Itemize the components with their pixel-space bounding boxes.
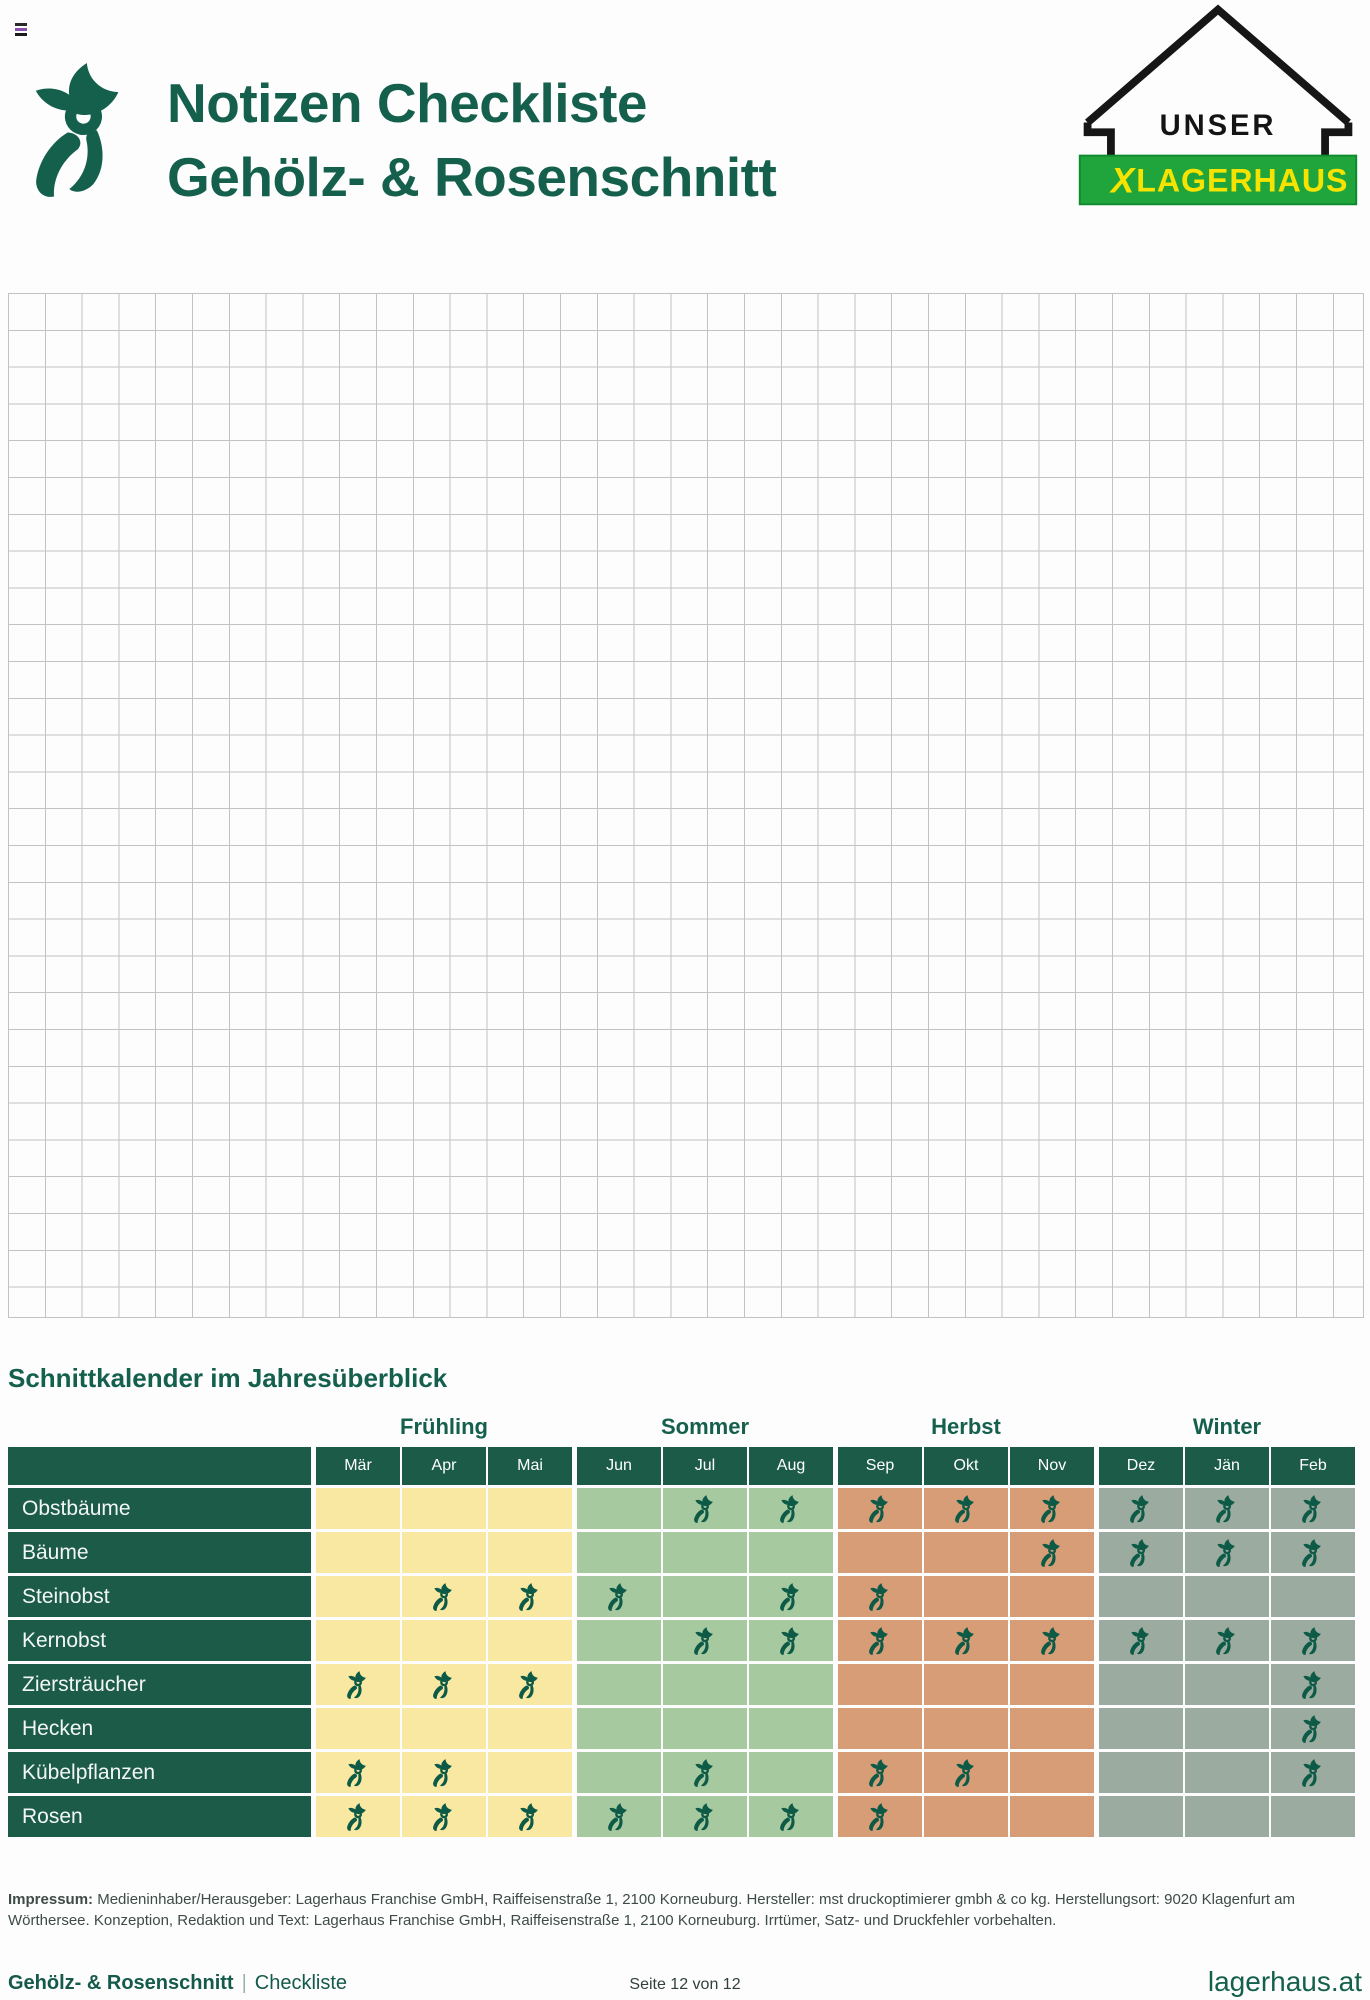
- cell-steinobst-jun: [577, 1576, 661, 1617]
- cell-kernobst-sep: [838, 1620, 922, 1661]
- row-label: Ziersträucher: [8, 1664, 311, 1705]
- month-header-group-sommer: [577, 1447, 833, 1485]
- pruning-shears-icon: [1211, 1493, 1243, 1525]
- pruning-shears-icon: [864, 1757, 896, 1789]
- month-header-sep: Sep: [838, 1447, 922, 1485]
- pruning-shears-icon: [689, 1801, 721, 1833]
- season-group-winter: [1099, 1620, 1355, 1661]
- cell-kübelpflanzen-okt: [924, 1752, 1008, 1793]
- season-group-herbst: [838, 1796, 1094, 1837]
- pruning-shears-icon: [514, 1801, 546, 1833]
- season-group-sommer: [577, 1664, 833, 1705]
- pruning-shears-icon: [864, 1493, 896, 1525]
- cell-hecken-mai: [488, 1708, 572, 1749]
- cell-kübelpflanzen-nov: [1010, 1752, 1094, 1793]
- cell-hecken-jul: [663, 1708, 747, 1749]
- pruning-shears-icon: [428, 1581, 460, 1613]
- cell-bäume-aug: [749, 1532, 833, 1573]
- cell-steinobst-dez: [1099, 1576, 1183, 1617]
- cell-bäume-sep: [838, 1532, 922, 1573]
- cell-rosen-jän: [1185, 1796, 1269, 1837]
- calendar-row-obstbäume: [8, 1488, 1355, 1529]
- cell-kernobst-apr: [402, 1620, 486, 1661]
- cell-rosen-jun: [577, 1796, 661, 1837]
- season-group-winter: [1099, 1488, 1355, 1529]
- row-label: Bäume: [8, 1532, 311, 1573]
- page-title-line2: Gehölz- & Rosenschnitt: [167, 146, 777, 208]
- cell-hecken-okt: [924, 1708, 1008, 1749]
- cell-obstbäume-feb: [1271, 1488, 1355, 1529]
- logo-unser-text: UNSER: [1159, 110, 1277, 143]
- cell-steinobst-apr: [402, 1576, 486, 1617]
- cell-hecken-mär: [316, 1708, 400, 1749]
- cell-kernobst-feb: [1271, 1620, 1355, 1661]
- season-group-frühling: [316, 1796, 572, 1837]
- pruning-shears-icon: [1297, 1493, 1329, 1525]
- month-header-apr: Apr: [402, 1447, 486, 1485]
- season-labels: [316, 1414, 1355, 1440]
- month-header-okt: Okt: [924, 1447, 1008, 1485]
- cell-ziersträucher-jän: [1185, 1664, 1269, 1705]
- pruning-shears-icon: [342, 1669, 374, 1701]
- pruning-shears-icon: [1125, 1493, 1157, 1525]
- season-group-herbst: [838, 1708, 1094, 1749]
- season-group-sommer: [577, 1532, 833, 1573]
- calendar-row-bäume: [8, 1532, 1355, 1573]
- pruning-shears-icon: [1211, 1625, 1243, 1657]
- cell-rosen-jul: [663, 1796, 747, 1837]
- season-group-herbst: [838, 1752, 1094, 1793]
- month-header-nov: Nov: [1010, 1447, 1094, 1485]
- cell-ziersträucher-sep: [838, 1664, 922, 1705]
- cell-steinobst-sep: [838, 1576, 922, 1617]
- pruning-shears-icon: [864, 1625, 896, 1657]
- season-group-herbst: [838, 1488, 1094, 1529]
- pruning-calendar-table: [8, 1447, 1355, 1840]
- cell-obstbäume-jul: [663, 1488, 747, 1529]
- pruning-shears-icon: [864, 1581, 896, 1613]
- cell-kübelpflanzen-dez: [1099, 1752, 1183, 1793]
- impressum-text: Medieninhaber/Herausgeber: Lagerhaus Franchise GmbH, Raiffeisenstraße 1, 2100 Korneuburg. Hersteller: mst druckoptimierer gmbh & co kg. Herstellungsort: 9020 Klagenfurt am Wörthersee. Konzeption, Redaktion und Text: Lagerhaus Franchise GmbH, Raiffeisenstraße 1, 2100 Korneuburg. Irrtümer, Satz- und Druckfehler vorbehalten.: [8, 1891, 1296, 1929]
- month-header-jul: Jul: [663, 1447, 747, 1485]
- cell-hecken-nov: [1010, 1708, 1094, 1749]
- pruning-shears-icon: [342, 1757, 374, 1789]
- cell-obstbäume-apr: [402, 1488, 486, 1529]
- cell-kübelpflanzen-jän: [1185, 1752, 1269, 1793]
- cell-rosen-dez: [1099, 1796, 1183, 1837]
- month-header-group-winter: [1099, 1447, 1355, 1485]
- cell-steinobst-mai: [488, 1576, 572, 1617]
- cell-bäume-mär: [316, 1532, 400, 1573]
- house-roof-outline: [1088, 10, 1349, 123]
- pruning-shears-icon: [1297, 1713, 1329, 1745]
- cell-ziersträucher-dez: [1099, 1664, 1183, 1705]
- cell-bäume-nov: [1010, 1532, 1094, 1573]
- season-group-frühling: [316, 1532, 572, 1573]
- cell-obstbäume-aug: [749, 1488, 833, 1529]
- cell-rosen-feb: [1271, 1796, 1355, 1837]
- cell-obstbäume-okt: [924, 1488, 1008, 1529]
- pruning-shears-icon: [689, 1625, 721, 1657]
- month-header-aug: Aug: [749, 1447, 833, 1485]
- pruning-shears-icon: [514, 1581, 546, 1613]
- cell-ziersträucher-okt: [924, 1664, 1008, 1705]
- cell-ziersträucher-jul: [663, 1664, 747, 1705]
- cell-steinobst-jul: [663, 1576, 747, 1617]
- cell-hecken-jun: [577, 1708, 661, 1749]
- cell-obstbäume-jun: [577, 1488, 661, 1529]
- calendar-month-header-row: [8, 1447, 1355, 1485]
- calendar-row-steinobst: [8, 1576, 1355, 1617]
- month-header-jun: Jun: [577, 1447, 661, 1485]
- pruning-shears-icon: [775, 1801, 807, 1833]
- season-label-winter: Winter: [1192, 1414, 1262, 1439]
- cell-kübelpflanzen-sep: [838, 1752, 922, 1793]
- season-group-frühling: [316, 1752, 572, 1793]
- website-link[interactable]: lagerhaus.at: [1207, 1966, 1362, 1997]
- season-group-herbst: [838, 1620, 1094, 1661]
- cell-ziersträucher-jun: [577, 1664, 661, 1705]
- cell-kernobst-jun: [577, 1620, 661, 1661]
- cell-obstbäume-sep: [838, 1488, 922, 1529]
- cell-rosen-aug: [749, 1796, 833, 1837]
- cell-obstbäume-jän: [1185, 1488, 1269, 1529]
- cell-steinobst-nov: [1010, 1576, 1094, 1617]
- pruning-shears-icon: [1297, 1625, 1329, 1657]
- pruning-shears-icon: [775, 1581, 807, 1613]
- cell-ziersträucher-nov: [1010, 1664, 1094, 1705]
- month-header-mai: Mai: [488, 1447, 572, 1485]
- page-title: [167, 66, 776, 214]
- season-group-herbst: [838, 1532, 1094, 1573]
- season-group-sommer: [577, 1796, 833, 1837]
- cell-rosen-sep: [838, 1796, 922, 1837]
- pruning-shears-icon: [1125, 1625, 1157, 1657]
- season-group-frühling: [316, 1576, 572, 1617]
- cell-kernobst-jul: [663, 1620, 747, 1661]
- cell-ziersträucher-mär: [316, 1664, 400, 1705]
- season-label-sommer: Sommer: [660, 1414, 750, 1439]
- pruning-shears-icon: [428, 1669, 460, 1701]
- cell-steinobst-mär: [316, 1576, 400, 1617]
- footer-doc-subtitle: Checkliste: [254, 1972, 348, 1994]
- cell-bäume-jun: [577, 1532, 661, 1573]
- page-title-line1: Notizen Checkliste: [167, 72, 648, 134]
- cell-hecken-apr: [402, 1708, 486, 1749]
- cell-ziersträucher-apr: [402, 1664, 486, 1705]
- season-group-sommer: [577, 1576, 833, 1617]
- season-group-frühling: [316, 1620, 572, 1661]
- print-registration-mark: [15, 23, 27, 39]
- cell-hecken-feb: [1271, 1708, 1355, 1749]
- cell-bäume-jul: [663, 1532, 747, 1573]
- calendar-body: [8, 1488, 1355, 1837]
- impressum-label: Impressum:: [8, 1891, 94, 1908]
- cell-kernobst-okt: [924, 1620, 1008, 1661]
- season-group-winter: [1099, 1532, 1355, 1573]
- season-group-winter: [1099, 1796, 1355, 1837]
- row-label: Kernobst: [8, 1620, 311, 1661]
- cell-kernobst-dez: [1099, 1620, 1183, 1661]
- pruning-shears-icon: [1297, 1757, 1329, 1789]
- season-group-sommer: [577, 1488, 833, 1529]
- pruning-shears-icon: [1297, 1669, 1329, 1701]
- cell-hecken-jän: [1185, 1708, 1269, 1749]
- season-group-frühling: [316, 1708, 572, 1749]
- impressum: [8, 1889, 1363, 1931]
- pruning-shears-icon: [1297, 1537, 1329, 1569]
- cell-bäume-dez: [1099, 1532, 1183, 1573]
- gable-cross-icon: X: [1110, 161, 1135, 201]
- footer-separator: |: [241, 1972, 247, 1994]
- cell-kübelpflanzen-feb: [1271, 1752, 1355, 1793]
- season-group-sommer: [577, 1752, 833, 1793]
- season-group-herbst: [838, 1576, 1094, 1617]
- month-header-jän: Jän: [1185, 1447, 1269, 1485]
- pruning-shears-icon: [775, 1625, 807, 1657]
- cell-kübelpflanzen-mär: [316, 1752, 400, 1793]
- cell-kübelpflanzen-aug: [749, 1752, 833, 1793]
- logo-lagerhaus-text: LAGERHAUS: [1136, 162, 1349, 199]
- pruning-shears-icon: [428, 1801, 460, 1833]
- season-group-winter: [1099, 1664, 1355, 1705]
- season-group-sommer: [577, 1620, 833, 1661]
- cell-steinobst-feb: [1271, 1576, 1355, 1617]
- calendar-row-kernobst: [8, 1620, 1355, 1661]
- season-group-frühling: [316, 1488, 572, 1529]
- pruning-shears-icon: [864, 1801, 896, 1833]
- calendar-row-kübelpflanzen: [8, 1752, 1355, 1793]
- cell-rosen-okt: [924, 1796, 1008, 1837]
- cell-hecken-dez: [1099, 1708, 1183, 1749]
- footer-doc-title: Gehölz- & Rosenschnitt: [8, 1972, 234, 1994]
- cell-hecken-aug: [749, 1708, 833, 1749]
- season-label-frühling: Frühling: [400, 1414, 488, 1439]
- pruning-shears-icon: [689, 1493, 721, 1525]
- row-label: Obstbäume: [8, 1488, 311, 1529]
- cell-bäume-feb: [1271, 1532, 1355, 1573]
- notes-grid-paper: [8, 293, 1364, 1318]
- cell-kübelpflanzen-mai: [488, 1752, 572, 1793]
- cell-steinobst-okt: [924, 1576, 1008, 1617]
- calendar-label-header-cell: [8, 1447, 311, 1485]
- row-label: Steinobst: [8, 1576, 311, 1617]
- cell-ziersträucher-aug: [749, 1664, 833, 1705]
- cell-obstbäume-dez: [1099, 1488, 1183, 1529]
- cell-kernobst-nov: [1010, 1620, 1094, 1661]
- pruning-shears-icon: [603, 1801, 635, 1833]
- pruning-shears-icon: [603, 1581, 635, 1613]
- season-group-winter: [1099, 1708, 1355, 1749]
- pruning-shears-icon: [428, 1757, 460, 1789]
- cell-obstbäume-mär: [316, 1488, 400, 1529]
- pruning-shears-icon: [1036, 1537, 1068, 1569]
- season-label-herbst: Herbst: [931, 1414, 1001, 1439]
- pruning-shears-icon: [950, 1625, 982, 1657]
- cell-kübelpflanzen-jul: [663, 1752, 747, 1793]
- cell-bäume-jän: [1185, 1532, 1269, 1573]
- pruning-shears-logo-icon: [18, 48, 150, 210]
- season-group-frühling: [316, 1664, 572, 1705]
- cell-ziersträucher-mai: [488, 1664, 572, 1705]
- cell-steinobst-aug: [749, 1576, 833, 1617]
- calendar-heading: Schnittkalender im Jahresüberblick: [8, 1363, 448, 1393]
- pruning-shears-icon: [950, 1493, 982, 1525]
- calendar-row-rosen: [8, 1796, 1355, 1837]
- cell-obstbäume-mai: [488, 1488, 572, 1529]
- cell-obstbäume-nov: [1010, 1488, 1094, 1529]
- row-label: Kübelpflanzen: [8, 1752, 311, 1793]
- cell-steinobst-jän: [1185, 1576, 1269, 1617]
- cell-kübelpflanzen-apr: [402, 1752, 486, 1793]
- cell-bäume-mai: [488, 1532, 572, 1573]
- season-group-winter: [1099, 1576, 1355, 1617]
- pruning-shears-icon: [1211, 1537, 1243, 1569]
- cell-rosen-nov: [1010, 1796, 1094, 1837]
- cell-bäume-apr: [402, 1532, 486, 1573]
- cell-bäume-okt: [924, 1532, 1008, 1573]
- cell-kübelpflanzen-jun: [577, 1752, 661, 1793]
- cell-kernobst-jän: [1185, 1620, 1269, 1661]
- cell-ziersträucher-feb: [1271, 1664, 1355, 1705]
- pruning-shears-icon: [689, 1757, 721, 1789]
- calendar-row-ziersträucher: [8, 1664, 1355, 1705]
- pruning-shears-icon: [1036, 1493, 1068, 1525]
- calendar-row-hecken: [8, 1708, 1355, 1749]
- month-header-group-herbst: [838, 1447, 1094, 1485]
- cell-hecken-sep: [838, 1708, 922, 1749]
- cell-kernobst-mai: [488, 1620, 572, 1661]
- pruning-shears-icon: [342, 1801, 374, 1833]
- row-label: Hecken: [8, 1708, 311, 1749]
- pruning-shears-icon: [1036, 1625, 1068, 1657]
- cell-rosen-mär: [316, 1796, 400, 1837]
- row-label: Rosen: [8, 1796, 311, 1837]
- cell-kernobst-aug: [749, 1620, 833, 1661]
- cell-rosen-apr: [402, 1796, 486, 1837]
- month-header-feb: Feb: [1271, 1447, 1355, 1485]
- unser-lagerhaus-logo: [1072, 0, 1364, 210]
- cell-rosen-mai: [488, 1796, 572, 1837]
- season-group-winter: [1099, 1752, 1355, 1793]
- pruning-shears-icon: [775, 1493, 807, 1525]
- month-header-mär: Mär: [316, 1447, 400, 1485]
- cell-kernobst-mär: [316, 1620, 400, 1661]
- season-group-herbst: [838, 1664, 1094, 1705]
- page-number: Seite 12 von 12: [629, 1976, 741, 1993]
- month-header-dez: Dez: [1099, 1447, 1183, 1485]
- month-header-group-frühling: [316, 1447, 572, 1485]
- pruning-shears-icon: [950, 1757, 982, 1789]
- pruning-shears-icon: [1125, 1537, 1157, 1569]
- season-group-sommer: [577, 1708, 833, 1749]
- pruning-shears-icon: [514, 1669, 546, 1701]
